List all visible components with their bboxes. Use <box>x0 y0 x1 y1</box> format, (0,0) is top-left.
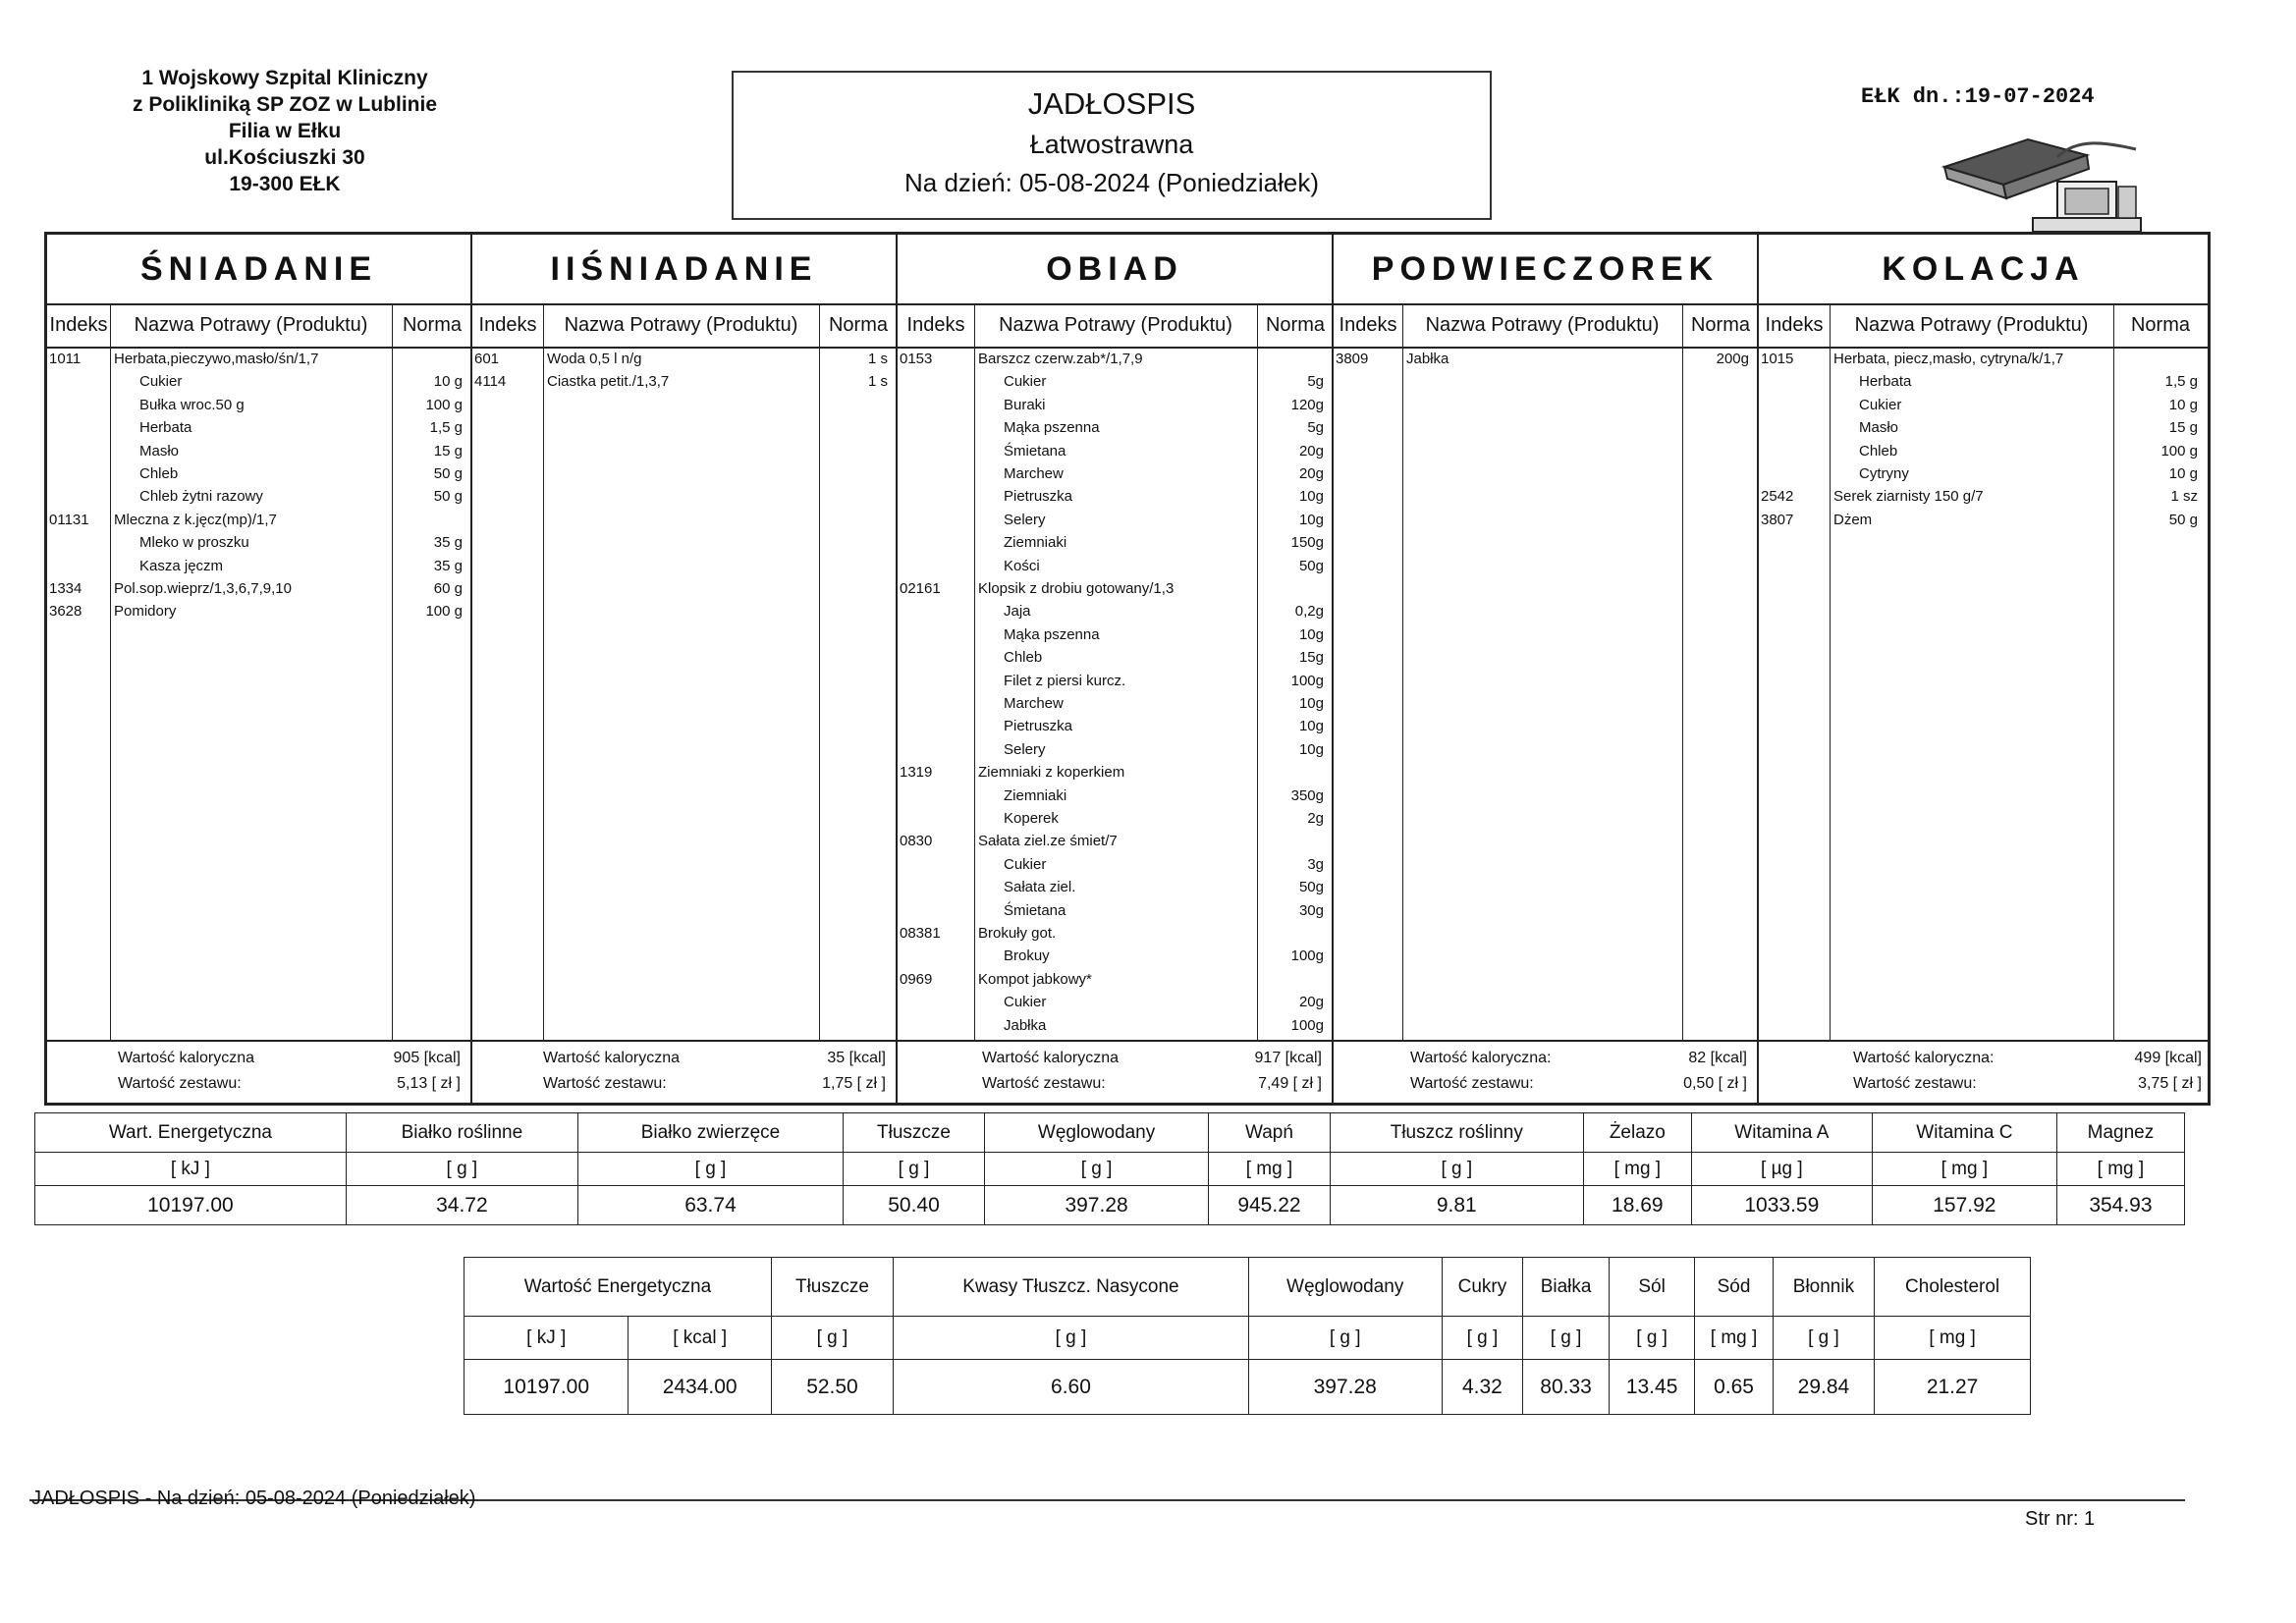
menu-row <box>1334 351 1759 373</box>
menu-row <box>1759 443 2208 465</box>
row-index: 601 <box>474 351 500 367</box>
row-index: 0969 <box>900 970 933 988</box>
row-index: 08381 <box>900 925 941 942</box>
column-header-index: Indeks <box>1334 303 1402 349</box>
cost-label: Wartość zestawu: <box>543 1075 667 1092</box>
nutrient-value: 80.33 <box>1523 1360 1610 1415</box>
nutrient-header: Wartość Energetyczna <box>465 1258 772 1317</box>
nutrient-header: Sól <box>1609 1258 1695 1317</box>
row-norm: 10 g <box>433 373 463 391</box>
menu-row <box>47 512 472 534</box>
nutrient-unit: [ g ] <box>346 1153 577 1186</box>
row-product-name: Buraki <box>1004 396 1046 413</box>
column-header-norm: Norma <box>1257 303 1334 349</box>
menu-date: Na dzień: 05-08-2024 (Poniedziałek) <box>903 168 1320 197</box>
nutrient-value: 18.69 <box>1583 1186 1691 1225</box>
nutrient-value: 4.32 <box>1442 1360 1523 1415</box>
menu-row <box>898 419 1334 442</box>
row-norm: 50 g <box>2168 511 2198 528</box>
row-norm: 100g <box>1290 1016 1324 1034</box>
row-product-name: Kości <box>1004 557 1040 574</box>
nutrient-header: Białka <box>1523 1258 1610 1317</box>
nutrient-header: Żelazo <box>1583 1113 1691 1153</box>
nutrient-header: Sód <box>1695 1258 1773 1317</box>
nutrient-unit: [ mg ] <box>2056 1153 2184 1186</box>
cost-label: Wartość zestawu: <box>1853 1075 1977 1092</box>
hospital-name: 1 Wojskowy Szpital Kliniczny <box>141 67 428 89</box>
nutrient-unit: [ mg ] <box>1695 1317 1773 1360</box>
nutrient-value: 13.45 <box>1609 1360 1695 1415</box>
cost-label: Wartość zestawu: <box>982 1075 1106 1092</box>
column-header-name: Nazwa Potrawy (Produktu) <box>1830 303 2113 349</box>
menu-table <box>44 232 2211 1106</box>
menu-row <box>1759 488 2208 511</box>
row-index: 3809 <box>1336 351 1369 367</box>
meal-title: PODWIECZOREK <box>1334 235 1757 305</box>
row-product-name: Marchew <box>1004 695 1064 712</box>
row-product-name: Cukier <box>139 373 183 391</box>
row-product-name: Selery <box>1004 740 1046 758</box>
menu-row <box>898 443 1334 465</box>
menu-row <box>1759 397 2208 419</box>
nutrient-unit: [ g ] <box>577 1153 843 1186</box>
row-norm: 350g <box>1290 786 1324 804</box>
nutrient-header: Wart. Energetyczna <box>35 1113 347 1153</box>
row-product-name: Ciastka petit./1,3,7 <box>547 373 670 391</box>
row-norm: 100 g <box>425 396 463 413</box>
meal-column <box>898 235 1334 1103</box>
diet-name: Łatwostrawna <box>1029 130 1194 159</box>
row-index: 0830 <box>900 833 933 850</box>
menu-row <box>898 947 1334 970</box>
nutrient-value: 50.40 <box>844 1186 985 1225</box>
meal-column <box>47 235 472 1103</box>
row-product-name: Chleb <box>139 465 179 482</box>
row-index: 02161 <box>900 580 941 597</box>
nutrient-value: 10197.00 <box>35 1186 347 1225</box>
row-norm: 50 g <box>433 488 463 506</box>
nutrient-value: 21.27 <box>1875 1360 2031 1415</box>
row-product-name: Jaja <box>1004 603 1031 621</box>
row-product-name: Pietruszka <box>1004 488 1073 506</box>
nutrient-unit: [ mg ] <box>1872 1153 2056 1186</box>
nutrient-header: Węglowodany <box>1248 1258 1442 1317</box>
nutrient-header: Wapń <box>1209 1113 1331 1153</box>
nutrient-unit: [ g ] <box>1330 1153 1583 1186</box>
nutrient-unit: [ g ] <box>1773 1317 1875 1360</box>
row-norm: 20g <box>1298 465 1324 482</box>
row-norm: 100g <box>1290 672 1324 689</box>
page-title: JADŁOSPIS <box>1027 86 1196 121</box>
menu-row <box>898 994 1334 1016</box>
row-norm: 3g <box>1307 855 1324 873</box>
calorie-label: Wartość kaloryczna <box>543 1050 680 1066</box>
menu-row <box>47 558 472 580</box>
row-product-name: Pomidory <box>114 603 177 621</box>
row-product-name: Sałata ziel. <box>1004 879 1076 896</box>
nutrient-header: Białko roślinne <box>346 1113 577 1153</box>
nutrient-value: 354.93 <box>2056 1186 2184 1225</box>
menu-row <box>898 971 1334 994</box>
issue-date: EŁK dn.:19-07-2024 <box>1861 84 2095 109</box>
calorie-value: 917 [kcal] <box>1254 1050 1322 1066</box>
row-product-name: Herbata,pieczywo,masło/śn/1,7 <box>114 351 319 367</box>
menu-row <box>898 534 1334 557</box>
menu-row <box>898 718 1334 740</box>
nutrient-header: Cholesterol <box>1875 1258 2031 1317</box>
row-product-name: Kompot jabkowy* <box>978 970 1092 988</box>
row-product-name: Chleb <box>1859 442 1898 460</box>
row-norm: 10g <box>1298 695 1324 712</box>
row-norm: 100 g <box>2160 442 2198 460</box>
menu-row <box>898 741 1334 764</box>
menu-row <box>898 673 1334 695</box>
column-header-norm: Norma <box>1682 303 1759 349</box>
row-product-name: Mąka pszenna <box>1004 419 1100 437</box>
footer-title: JADŁOSPIS - Na dzień: 05-08-2024 (Poniedziałek) <box>31 1488 476 1509</box>
row-product-name: Mleczna z k.jęcz(mp)/1,7 <box>114 511 277 528</box>
cost-value: 3,75 [ zł ] <box>2138 1075 2202 1092</box>
row-norm: 1 sz <box>2170 488 2198 506</box>
nutrient-unit: [ mg ] <box>1209 1153 1331 1186</box>
nutrient-header: Magnez <box>2056 1113 2184 1153</box>
nutrient-header: Cukry <box>1442 1258 1523 1317</box>
row-norm: 10g <box>1298 511 1324 528</box>
column-header-index: Indeks <box>1759 303 1830 349</box>
nutrient-value: 6.60 <box>894 1360 1249 1415</box>
meal-title: KOLACJA <box>1759 235 2208 305</box>
page-number: Str nr: 1 <box>2025 1508 2096 1530</box>
row-norm: 20g <box>1298 994 1324 1011</box>
nutrient-unit: [ g ] <box>894 1317 1249 1360</box>
nutrient-unit: [ mg ] <box>1875 1317 2031 1360</box>
nutrient-unit: [ mg ] <box>1583 1153 1691 1186</box>
column-header-index: Indeks <box>47 303 110 349</box>
row-product-name: Mąka pszenna <box>1004 625 1100 643</box>
row-norm: 10g <box>1298 718 1324 735</box>
menu-row <box>47 488 472 511</box>
row-product-name: Bułka wroc.50 g <box>139 396 245 413</box>
menu-row <box>47 580 472 603</box>
menu-row <box>898 695 1334 718</box>
row-norm: 100g <box>1290 947 1324 965</box>
row-norm: 35 g <box>433 534 463 552</box>
nutrient-value: 1033.59 <box>1691 1186 1872 1225</box>
menu-row <box>898 1017 1334 1040</box>
row-index: 2542 <box>1761 488 1794 506</box>
nutrient-unit: [ µg ] <box>1691 1153 1872 1186</box>
menu-row <box>1759 512 2208 534</box>
nutrient-value: 10197.00 <box>465 1360 629 1415</box>
nutrients-table-2 <box>464 1257 2031 1415</box>
cost-label: Wartość zestawu: <box>118 1075 242 1092</box>
nutrient-unit: [ kcal ] <box>629 1317 771 1360</box>
cost-value: 5,13 [ zł ] <box>397 1075 461 1092</box>
row-norm: 5g <box>1307 419 1324 437</box>
row-product-name: Cytryny <box>1859 465 1909 482</box>
row-product-name: Kasza jęczm <box>139 557 224 574</box>
title-box <box>732 71 1492 220</box>
meal-summary <box>1759 1040 2208 1105</box>
row-norm: 10g <box>1298 625 1324 643</box>
row-product-name: Barszcz czerw.zab*/1,7,9 <box>978 351 1143 367</box>
row-product-name: Marchew <box>1004 465 1064 482</box>
row-product-name: Jabłka <box>1406 351 1449 367</box>
row-product-name: Chleb żytni razowy <box>139 488 263 506</box>
row-norm: 15 g <box>2168 419 2198 437</box>
row-index: 01131 <box>49 511 89 528</box>
row-index: 1334 <box>49 580 82 597</box>
nutrient-header: Witamina A <box>1691 1113 1872 1153</box>
row-product-name: Brokuły got. <box>978 925 1057 942</box>
row-norm: 120g <box>1290 396 1324 413</box>
menu-row <box>47 373 472 396</box>
row-product-name: Herbata, piecz,masło, cytryna/k/1,7 <box>1833 351 2064 367</box>
menu-row <box>898 626 1334 649</box>
cost-value: 0,50 [ zł ] <box>1683 1075 1747 1092</box>
menu-row <box>898 649 1334 672</box>
nutrient-value: 2434.00 <box>629 1360 771 1415</box>
menu-row <box>898 925 1334 947</box>
menu-row <box>898 787 1334 810</box>
calorie-label: Wartość kaloryczna: <box>1410 1050 1552 1066</box>
menu-row <box>47 534 472 557</box>
nutrient-value: 52.50 <box>771 1360 893 1415</box>
nutrient-unit: [ g ] <box>1609 1317 1695 1360</box>
row-norm: 50 g <box>433 465 463 482</box>
calorie-value: 499 [kcal] <box>2134 1050 2202 1066</box>
hospital-parent: z Polikliniką SP ZOZ w Lublinie <box>133 93 437 116</box>
nutrient-header: Tłuszcze <box>771 1258 893 1317</box>
nutrient-value: 397.28 <box>985 1186 1209 1225</box>
row-product-name: Ziemniaki z koperkiem <box>978 764 1125 782</box>
menu-row <box>47 603 472 625</box>
row-index: 1015 <box>1761 351 1794 367</box>
row-norm: 60 g <box>433 580 463 597</box>
row-product-name: Selery <box>1004 511 1046 528</box>
calorie-value: 905 [kcal] <box>393 1050 461 1066</box>
row-product-name: Dżem <box>1833 511 1873 528</box>
nutrient-value: 63.74 <box>577 1186 843 1225</box>
column-header-index: Indeks <box>898 303 974 349</box>
menu-row <box>1759 465 2208 488</box>
cost-value: 7,49 [ zł ] <box>1258 1075 1322 1092</box>
row-index: 3628 <box>49 603 82 621</box>
meal-column <box>472 235 898 1103</box>
row-index: 1319 <box>900 764 933 782</box>
hospital-address <box>93 65 476 197</box>
meal-summary <box>1334 1040 1757 1105</box>
nutrient-value: 397.28 <box>1248 1360 1442 1415</box>
row-product-name: Brokuy <box>1004 947 1050 965</box>
nutrient-value: 945.22 <box>1209 1186 1331 1225</box>
row-product-name: Ziemniaki <box>1004 786 1067 804</box>
row-norm: 50g <box>1298 557 1324 574</box>
row-norm: 1 s <box>867 351 888 367</box>
row-product-name: Herbata <box>139 419 192 437</box>
menu-row <box>47 465 472 488</box>
row-norm: 200g <box>1716 351 1749 367</box>
menu-row <box>898 833 1334 855</box>
nutrient-header: Kwasy Tłuszcz. Nasycone <box>894 1258 1249 1317</box>
meal-column <box>1759 235 2208 1103</box>
menu-row <box>898 810 1334 833</box>
row-norm: 150g <box>1290 534 1324 552</box>
cost-value: 1,75 [ zł ] <box>822 1075 886 1092</box>
row-norm: 35 g <box>433 557 463 574</box>
menu-row <box>898 397 1334 419</box>
row-norm: 15g <box>1298 649 1324 667</box>
row-product-name: Cukier <box>1004 855 1047 873</box>
menu-row <box>898 512 1334 534</box>
calorie-label: Wartość kaloryczna <box>982 1050 1119 1066</box>
row-product-name: Pietruszka <box>1004 718 1073 735</box>
nutrient-value: 0.65 <box>1695 1360 1773 1415</box>
meal-summary <box>472 1040 896 1105</box>
row-norm: 5g <box>1307 373 1324 391</box>
nutrient-header: Błonnik <box>1773 1258 1875 1317</box>
row-norm: 50g <box>1298 879 1324 896</box>
nutrient-header: Tłuszcze <box>844 1113 985 1153</box>
meal-column <box>1334 235 1759 1103</box>
column-header-index: Indeks <box>472 303 543 349</box>
row-product-name: Herbata <box>1859 373 1912 391</box>
menu-row <box>898 603 1334 625</box>
row-product-name: Cukier <box>1859 396 1902 413</box>
menu-row <box>898 580 1334 603</box>
menu-row <box>1759 373 2208 396</box>
row-product-name: Śmietana <box>1004 442 1066 460</box>
row-norm: 10 g <box>2168 396 2198 413</box>
meal-summary <box>898 1040 1332 1105</box>
row-norm: 10 g <box>2168 465 2198 482</box>
row-norm: 15 g <box>433 442 463 460</box>
row-product-name: Koperek <box>1004 810 1059 827</box>
meal-title: ŚNIADANIE <box>47 235 470 305</box>
menu-row <box>898 558 1334 580</box>
nutrient-header: Węglowodany <box>985 1113 1209 1153</box>
menu-row <box>898 856 1334 879</box>
nutrient-header: Tłuszcz roślinny <box>1330 1113 1583 1153</box>
column-header-name: Nazwa Potrawy (Produktu) <box>110 303 392 349</box>
computer-book-logo <box>1940 128 2156 236</box>
row-product-name: Cukier <box>1004 373 1047 391</box>
nutrient-unit: [ kJ ] <box>465 1317 629 1360</box>
row-product-name: Cukier <box>1004 994 1047 1011</box>
nutrient-value: 29.84 <box>1773 1360 1875 1415</box>
meal-summary <box>47 1040 470 1105</box>
menu-row <box>47 351 472 373</box>
row-product-name: Ziemniaki <box>1004 534 1067 552</box>
hospital-branch: Filia w Ełku <box>228 120 342 142</box>
row-product-name: Masło <box>139 442 180 460</box>
menu-row <box>47 397 472 419</box>
menu-row <box>472 373 898 396</box>
row-index: 3807 <box>1761 511 1794 528</box>
column-header-name: Nazwa Potrawy (Produktu) <box>1402 303 1682 349</box>
row-index: 4114 <box>474 373 507 391</box>
calorie-label: Wartość kaloryczna: <box>1853 1050 1995 1066</box>
nutrient-unit: [ g ] <box>1523 1317 1610 1360</box>
menu-row <box>898 373 1334 396</box>
column-header-norm: Norma <box>392 303 472 349</box>
row-norm: 2g <box>1307 810 1324 827</box>
hospital-street: ul.Kościuszki 30 <box>204 146 365 169</box>
row-norm: 1,5 g <box>429 419 463 437</box>
row-product-name: Sałata ziel.ze śmiet/7 <box>978 833 1118 850</box>
nutrients-table-1 <box>34 1112 2185 1225</box>
nutrient-unit: [ g ] <box>1248 1317 1442 1360</box>
row-index: 1011 <box>49 351 82 367</box>
meal-title: OBIAD <box>898 235 1332 305</box>
row-product-name: Śmietana <box>1004 901 1066 919</box>
column-header-name: Nazwa Potrawy (Produktu) <box>974 303 1257 349</box>
row-norm: 1,5 g <box>2164 373 2198 391</box>
hospital-city: 19-300 EŁK <box>229 173 341 195</box>
row-product-name: Klopsik z drobiu gotowany/1,3 <box>978 580 1175 597</box>
nutrient-unit: [ g ] <box>985 1153 1209 1186</box>
nutrient-header: Białko zwierzęce <box>577 1113 843 1153</box>
row-norm: 10g <box>1298 740 1324 758</box>
row-norm: 1 s <box>867 373 888 391</box>
nutrient-value: 9.81 <box>1330 1186 1583 1225</box>
menu-row <box>898 488 1334 511</box>
row-norm: 30g <box>1298 901 1324 919</box>
row-norm: 10g <box>1298 488 1324 506</box>
column-header-name: Nazwa Potrawy (Produktu) <box>543 303 819 349</box>
row-product-name: Pol.sop.wieprz/1,3,6,7,9,10 <box>114 580 292 597</box>
menu-row <box>1759 419 2208 442</box>
nutrient-unit: [ g ] <box>844 1153 985 1186</box>
menu-row <box>47 443 472 465</box>
row-product-name: Filet z piersi kurcz. <box>1004 672 1126 689</box>
nutrient-value: 34.72 <box>346 1186 577 1225</box>
column-header-norm: Norma <box>819 303 898 349</box>
row-product-name: Serek ziarnisty 150 g/7 <box>1833 488 1984 506</box>
column-header-norm: Norma <box>2113 303 2208 349</box>
row-norm: 20g <box>1298 442 1324 460</box>
menu-row <box>472 351 898 373</box>
meal-title: IIŚNIADANIE <box>472 235 896 305</box>
menu-row <box>898 764 1334 786</box>
menu-row <box>47 419 472 442</box>
menu-row <box>898 879 1334 901</box>
row-norm: 100 g <box>425 603 463 621</box>
row-product-name: Masło <box>1859 419 1899 437</box>
calorie-value: 35 [kcal] <box>827 1050 886 1066</box>
row-product-name: Jabłka <box>1004 1016 1047 1034</box>
nutrient-unit: [ kJ ] <box>35 1153 347 1186</box>
nutrient-unit: [ g ] <box>771 1317 893 1360</box>
nutrient-header: Witamina C <box>1872 1113 2056 1153</box>
cost-label: Wartość zestawu: <box>1410 1075 1534 1092</box>
row-product-name: Chleb <box>1004 649 1043 667</box>
menu-row <box>898 902 1334 925</box>
menu-row <box>898 465 1334 488</box>
menu-row <box>1759 351 2208 373</box>
row-index: 0153 <box>900 351 933 367</box>
calorie-value: 82 [kcal] <box>1688 1050 1747 1066</box>
row-product-name: Mleko w proszku <box>139 534 249 552</box>
nutrient-unit: [ g ] <box>1442 1317 1523 1360</box>
menu-row <box>898 351 1334 373</box>
nutrient-value: 157.92 <box>1872 1186 2056 1225</box>
row-norm: 0,2g <box>1294 603 1324 621</box>
row-product-name: Woda 0,5 l n/g <box>547 351 642 367</box>
calorie-label: Wartość kaloryczna <box>118 1050 254 1066</box>
